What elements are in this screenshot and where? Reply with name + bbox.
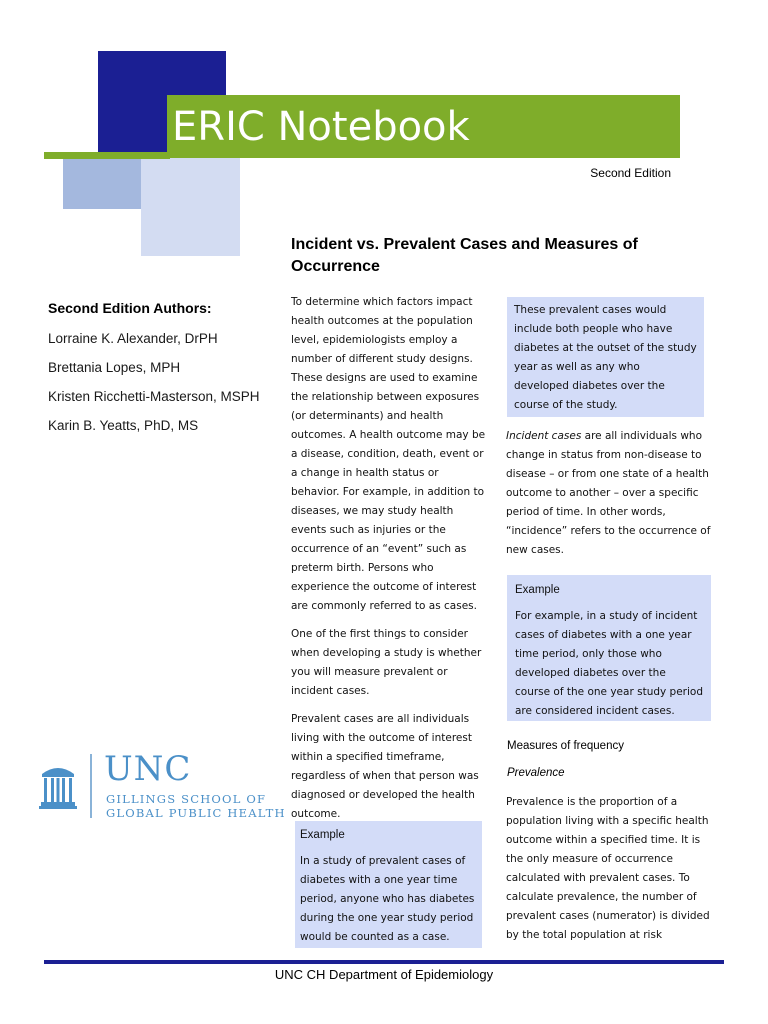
old-well-icon (38, 760, 78, 810)
example-text: In a study of prevalent cases of diabetes with a one year time period, anyone who has diabetes during the one year study period would be counted as a case. (300, 855, 475, 943)
prevalence-subheading: Prevalence (507, 767, 565, 779)
example-text: For example, in a study of incident cases of diabetes with a one year time period, only those who developed diabetes over the course of the one year study period are considered incident cases. (515, 610, 704, 717)
edition-label: Second Edition (590, 166, 671, 180)
incident-example-box (507, 575, 711, 721)
footer-rule (44, 960, 724, 964)
intro-paragraph: To determine which factors impact health outcomes at the population level, epidemiologists employ a number of different study designs. These designs are used to examine the relationship between exposures (or determinants) and health outcomes. A health outcome may be a disease, condition, death, event or a change in health status or behavior. For example, in addition to diseases, we may study health events such as injuries or the occurrence of an “event” such as preterm birth. Persons who experience the outcome of interest are commonly referred to as cases. (291, 296, 486, 612)
example-heading: Example (515, 584, 560, 596)
study-design-paragraph: One of the first things to consider when developing a study is whether you will measure prevalent or incident cases. (291, 628, 482, 697)
author-name: Kristen Ricchetti-Masterson, MSPH (48, 389, 260, 404)
measures-heading: Measures of frequency (507, 740, 624, 752)
authors-section (48, 300, 260, 440)
article-title: Incident vs. Prevalent Cases and Measures of Occurrence (291, 236, 638, 275)
header-lightblue-block (63, 157, 141, 209)
header-pale-block (141, 155, 240, 256)
author-name: Lorraine K. Alexander, DrPH (48, 331, 218, 346)
authors-heading: Second Edition Authors: (48, 300, 212, 316)
logo-unc: UNC (104, 749, 192, 789)
prevalence-paragraph: Prevalence is the proportion of a population living with a specific health outcome within a specified time. It is the only measure of occurrence calculated with prevalent cases. To calculate prevalence, the number of prevalent cases (numerator) is divided by the total population at risk (506, 796, 710, 941)
incident-text: are all individuals who change in status from non-disease to disease – or from one state of a health outcome to another – over a specific period of time. In other words, “incidence” refers to the occurrence of new cases. (506, 430, 711, 556)
incident-term: Incident cases (506, 430, 582, 442)
header-green-line (44, 152, 170, 159)
column-1 (291, 293, 489, 833)
prevalent-example-box (295, 821, 482, 948)
incident-definition-paragraph (506, 427, 718, 560)
prevalent-cases-note-box (507, 297, 704, 417)
logo-divider (90, 754, 92, 818)
example-heading: Example (300, 829, 345, 841)
author-name: Karin B. Yeatts, PhD, MS (48, 418, 199, 433)
logo-school-line1: GILLINGS SCHOOL OF (106, 792, 267, 806)
prevalent-note-text: These prevalent cases would include both people who have diabetes at the outset of the study year as well as any who developed diabetes over the course of the study. (514, 304, 697, 411)
author-name: Brettania Lopes, MPH (48, 360, 181, 375)
logo-school-line2: GLOBAL PUBLIC HEALTH (106, 806, 286, 820)
unc-gillings-logo (38, 749, 288, 822)
newsletter-title: ERIC Notebook (172, 104, 470, 150)
prevalent-definition-paragraph: Prevalent cases are all individuals living with the outcome of interest within a specified timeframe, regardless of when that person was diagnosed or developed the health outcome. (291, 713, 479, 820)
footer-text: UNC CH Department of Epidemiology (274, 967, 494, 982)
